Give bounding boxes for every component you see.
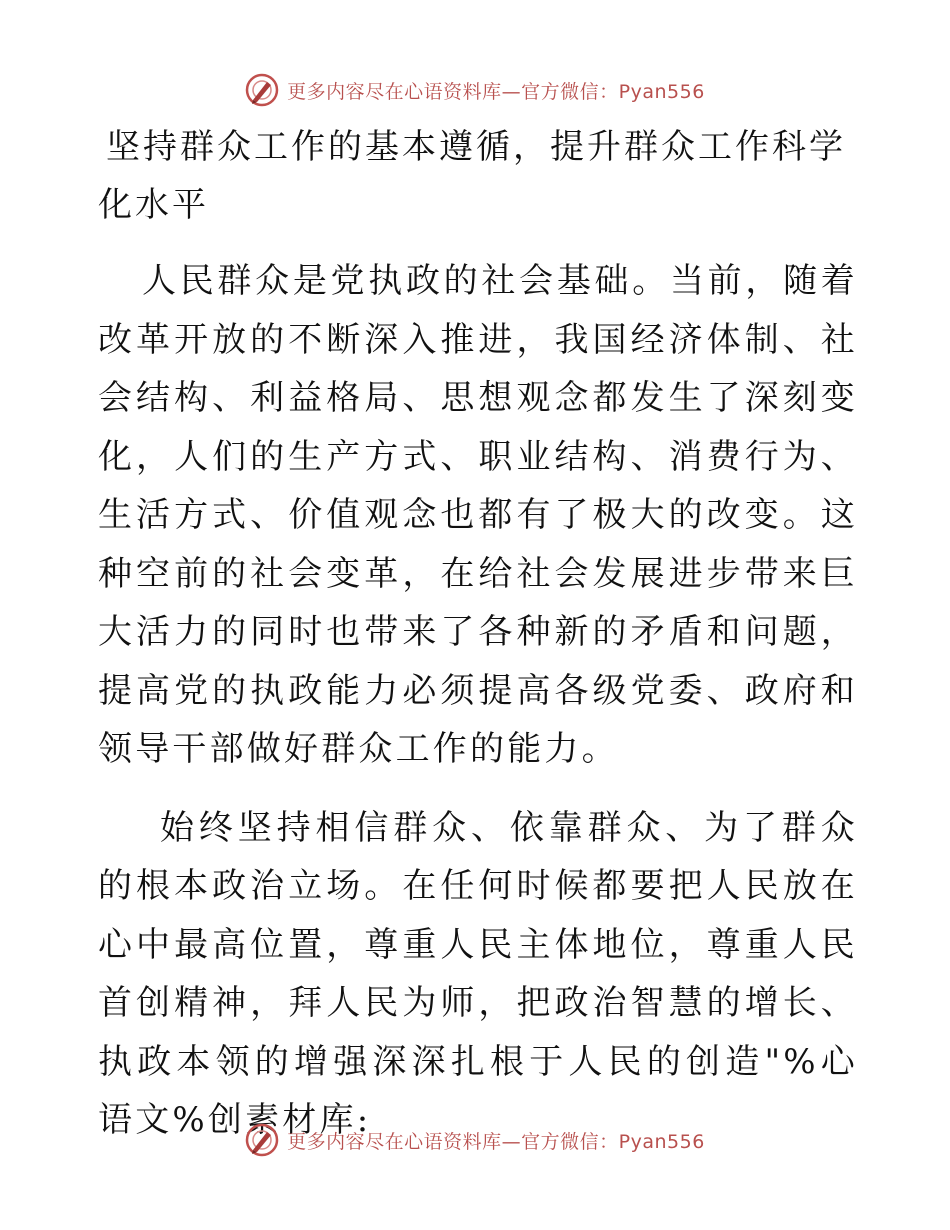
header-banner bbox=[0, 70, 950, 110]
footer-banner bbox=[0, 1120, 950, 1160]
pen-logo-icon bbox=[245, 73, 279, 107]
document-title: 坚持群众工作的基本遵循，提升群众工作科学化水平 bbox=[98, 127, 846, 225]
header-banner-text: 更多内容尽在心语资料库—官方微信：Pyan556 bbox=[287, 80, 705, 103]
footer-banner-text: 更多内容尽在心语资料库—官方微信：Pyan556 bbox=[287, 1130, 705, 1153]
document-body bbox=[98, 118, 858, 1150]
pen-logo-icon bbox=[245, 1123, 279, 1157]
paragraph-1: 人民群众是党执政的社会基础。当前，随着改革开放的不断深入推进，我国经济体制、社会结构、利益格局、思想观念都发生了深刻变化，人们的生产方式、职业结构、消费行为、生活方式、价值观念也都有了极大的改变。这种空前的社会变革，在给社会发展进步带来巨大活力的同时也带来了各种新的矛盾和问题，提高党的执政能力必须提高各级党委、政府和领导干部做好群众工作的能力。 bbox=[98, 261, 858, 769]
paragraph-2: 始终坚持相信群众、依靠群众、为了群众的根本政治立场。在任何时候都要把人民放在心中最高位置，尊重人民主体地位，尊重人民首创精神，拜人民为师，把政治智慧的增长、执政本领的增强深深扎根于人民的创造"%心语文%创素材库: bbox=[98, 807, 858, 1140]
